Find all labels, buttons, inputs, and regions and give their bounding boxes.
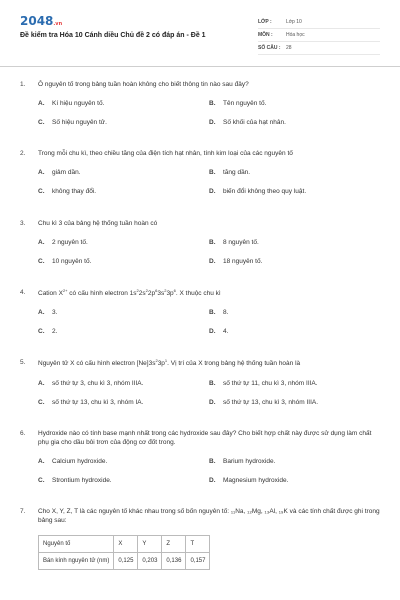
properties-table [38, 535, 210, 570]
meta-count: SỐ CÂU : 28 [258, 42, 380, 55]
option-b[interactable]: B. Tên nguyên tố. [209, 100, 267, 108]
option-c[interactable]: C. 2. [38, 328, 58, 336]
option-d[interactable]: D. biến đổi không theo quy luật. [209, 188, 307, 196]
option-b[interactable]: B. 8 nguyên tố. [209, 238, 259, 246]
question-5: 5. Nguyên tử X có cấu hình electron $[Ne]3s^23p^1$. Vị trí của X trong bảng hệ thống tuần hoàn là A. số thứ tự 3, chu kì 3, nhóm IIIA. B. số thứ tự 11, chu kì 3, nhóm IIIA. C. số thứ tự 13, chu kì 3, nhóm IA. D. số thứ tự 13, chu kì 3, nhóm IIIA. [20, 358, 380, 416]
header-divider [0, 66, 400, 67]
page-title: Đề kiểm tra Hóa 10 Cánh diều Chủ đề 2 có đáp án - Đề 1 [20, 32, 206, 39]
question-3: 3. Chu kì 3 của bảng hệ thống tuần hoàn có A. 2 nguyên tố. B. 8 nguyên tố. C. 10 nguyên tố. D. 18 nguyên tố. [20, 219, 380, 276]
option-b[interactable]: B. 8. [209, 309, 229, 317]
meta-subject: MÔN : Hóa học [258, 29, 380, 42]
question-2: 2. Trong mỗi chu kì, theo chiều tăng của điện tích hạt nhân, tính kim loại của các nguyên tố A. giảm dần. B. tăng dần. C. không thay đổi. D. biến đổi không theo quy luật. [20, 149, 380, 206]
table-row: Bán kính nguyên tử (nm) 0,125 0,203 0,136 0,157 [39, 553, 210, 570]
option-b[interactable]: B. tăng dần. [209, 169, 251, 177]
option-c[interactable]: C. Số hiệu nguyên tử. [38, 119, 107, 127]
option-d[interactable]: D. Số khối của hạt nhân. [209, 119, 286, 127]
question-text-4: Cation $X^{2+}$ có cấu hình electron $1s^22s^22p^63s^23p^6$. X thuộc chu kì [38, 287, 221, 297]
option-a[interactable]: A. Calcium hydroxide. [38, 457, 108, 465]
option-c[interactable]: C. số thứ tự 13, chu kì 3, nhóm IA. [38, 398, 144, 406]
question-6: 6. Hydroxide nào có tính base mạnh nhất trong các hydroxide sau đây? Cho biết hợp chất này được sử dụng làm chất phụ gia cho dầu bôi trơn của động cơ đốt trong. A. Calcium hydroxide. B. Barium hydroxide. C. Strontium hydroxide. D. Magnesium hydroxide. [20, 429, 380, 495]
question-text-5: Nguyên tử X có cấu hình electron $[Ne]3s^23p^1$. Vị trí của X trong bảng hệ thống tuần hoàn là [38, 358, 301, 368]
site-logo[interactable]: 2048.vn [20, 14, 63, 28]
question-4: 4. Cation $X^{2+}$ có cấu hình electron $1s^22s^22p^63s^23p^6$. X thuộc chu kì A. 3. B. 8. C. 2. D. 4. [20, 288, 380, 346]
question-list [20, 80, 380, 570]
option-c[interactable]: C. 10 nguyên tố. [38, 257, 92, 265]
option-a[interactable]: A. số thứ tự 3, chu kì 3, nhóm IIIA. [38, 379, 144, 387]
option-a[interactable]: A. Kí hiệu nguyên tố. [38, 100, 105, 108]
option-a[interactable]: A. giảm dần. [38, 169, 81, 177]
option-a[interactable]: A. 3. [38, 309, 58, 317]
option-b[interactable]: B. số thứ tự 11, chu kì 3, nhóm IIIA. [209, 379, 318, 387]
exam-meta [258, 16, 380, 55]
meta-class: LỚP : Lớp 10 [258, 16, 380, 29]
option-d[interactable]: D. số thứ tự 13, chu kì 3, nhóm IIIA. [209, 398, 319, 406]
question-1: 1. Ô nguyên tố trong bảng tuần hoàn không cho biết thông tin nào sau đây? A. Kí hiệu nguyên tố. B. Tên nguyên tố. C. Số hiệu nguyên tử. D. Số khối của hạt nhân. [20, 80, 380, 137]
option-c[interactable]: C. không thay đổi. [38, 188, 97, 196]
option-d[interactable]: D. 4. [209, 328, 229, 336]
option-a[interactable]: A. 2 nguyên tố. [38, 238, 88, 246]
option-b[interactable]: B. Barium hydroxide. [209, 457, 276, 465]
option-d[interactable]: D. 18 nguyên tố. [209, 257, 263, 265]
table-header-row: Nguyên tố X Y Z T [39, 536, 210, 553]
option-d[interactable]: D. Magnesium hydroxide. [209, 477, 289, 484]
option-c[interactable]: C. Strontium hydroxide. [38, 477, 112, 484]
page-header [0, 0, 400, 62]
question-7: 7. Cho X, Y, Z, T là các nguyên tố khác nhau trong số bốn nguyên tố: ₁₁Na, ₁₂Mg, ₁₃Al, ₁₉K và các tính chất được ghi trong bảng sau: Nguyên tố X Y Z T Bán kính nguyên tử (nm) 0,125 0,203 0,136 0,157 [20, 507, 380, 570]
